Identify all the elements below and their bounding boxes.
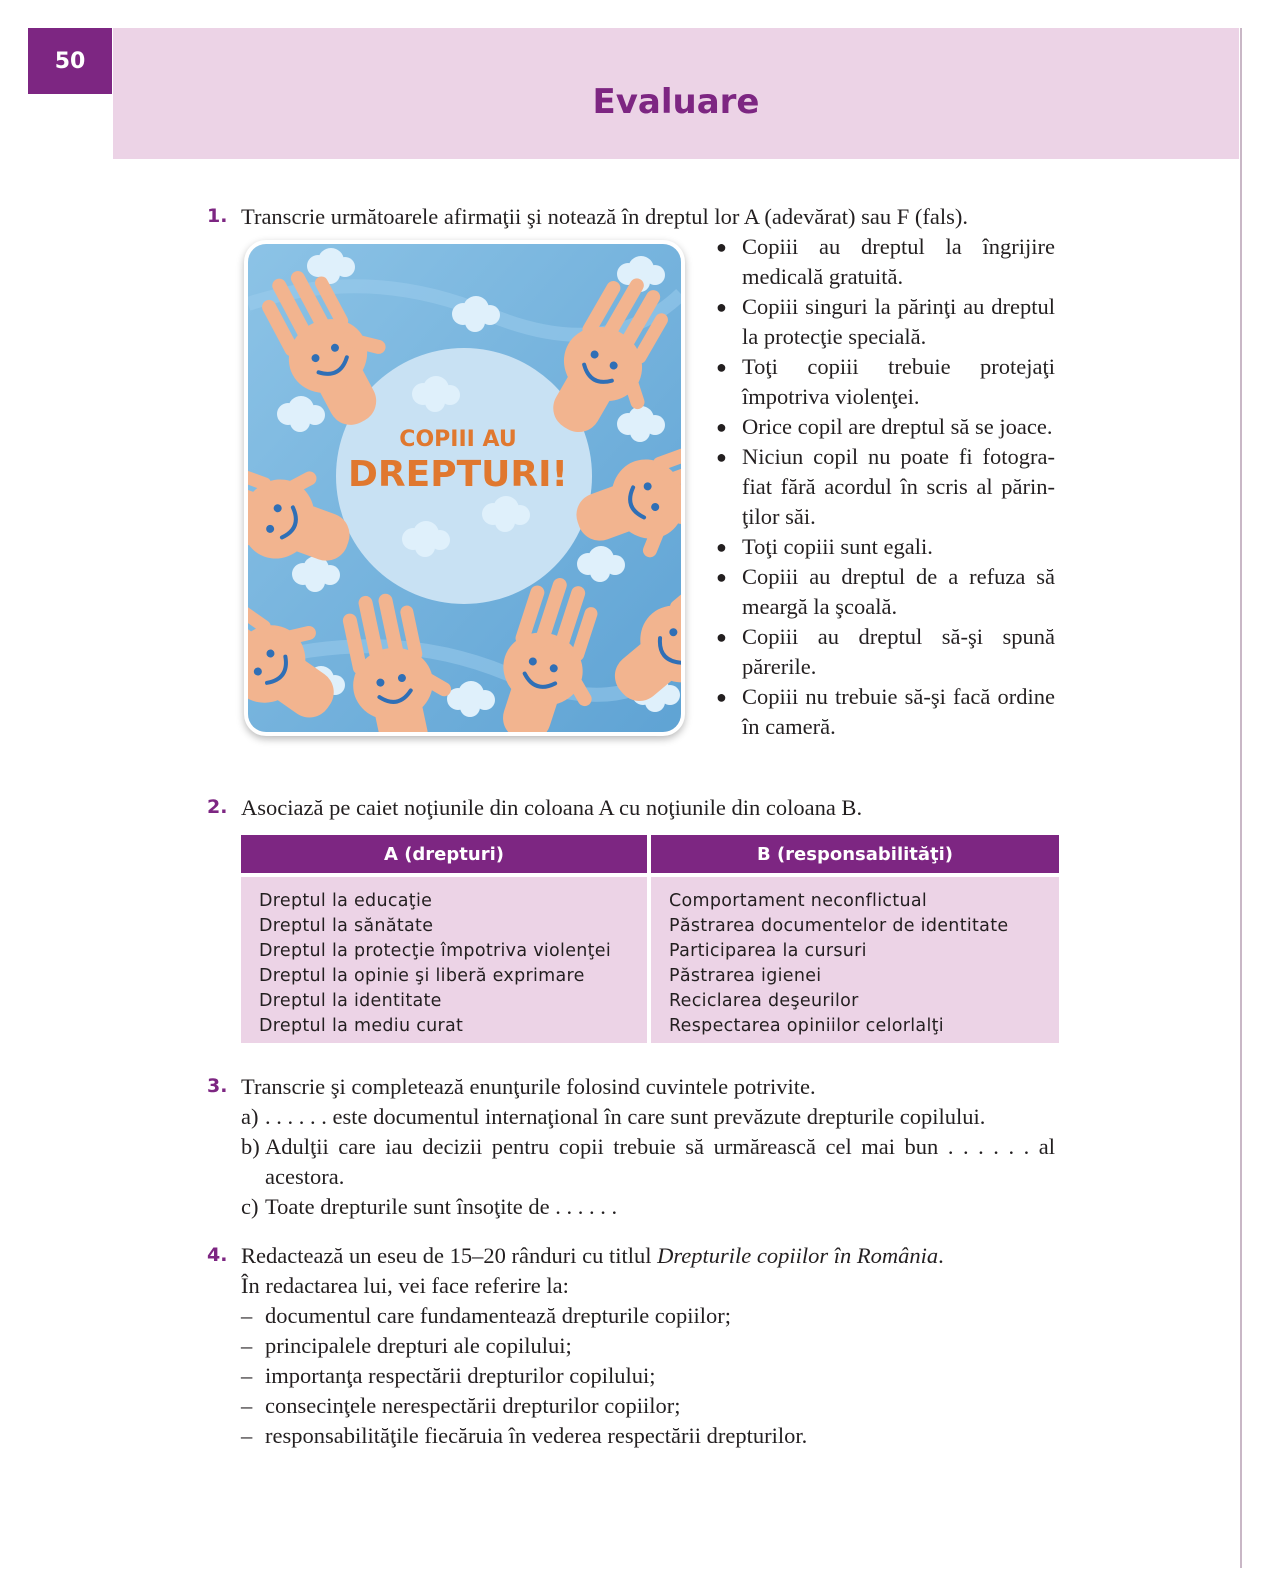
page-edge-rule <box>1240 28 1242 1568</box>
question-2-number: 2. <box>207 796 228 818</box>
list-item: ● Copiii au dreptul la îngrijire medicală gratuită. <box>716 234 1055 289</box>
bullet-icon: ● <box>716 417 727 437</box>
bullet-icon: ● <box>716 627 727 647</box>
table-cell: Dreptul la mediu curat <box>259 1016 464 1036</box>
list-item: ● Orice copil are dreptul să se joace. <box>712 412 1055 442</box>
list-item: ● Copiii au dreptul să-şi spună părerile. <box>716 624 1055 679</box>
question-1-text: Transcrie următoarele afirmaţii şi notează în dreptul lor A (adevărat) sau F (fals). <box>241 204 969 229</box>
list-item: – consecinţele nerespectării drepturilor copiilor; <box>241 1393 681 1418</box>
illustration-caption-line1: COPIII AU <box>399 427 517 452</box>
question-4-text: Redactează un eseu de 15–20 rânduri cu titlul Drepturile copiilor în România. <box>241 1243 944 1268</box>
item-a-text: . . . . . . este documentul internaţional în care sunt prevăzute drepturile copilului. <box>265 1104 986 1129</box>
list-item: – principalele drepturi ale copilului; <box>241 1333 572 1358</box>
bullet-icon: ● <box>716 567 727 587</box>
bullet-icon: ● <box>716 297 727 317</box>
table-cell: Dreptul la protecţie împotriva violenţei <box>259 941 612 961</box>
list-item: ● Copiii au dreptul de a refuza să meargă la şcoală. <box>716 564 1055 619</box>
question-1-number: 1. <box>207 205 228 227</box>
bullet-icon: ● <box>716 357 727 377</box>
bullet-icon: ● <box>716 447 727 467</box>
true-false-statements <box>712 232 1055 742</box>
question-2-text: Asociază pe caiet noţiunile din coloana A cu noţiunile din coloana B. <box>241 795 863 820</box>
list-item: ● Toţi copiii trebuie protejaţi împotriva violenţei. <box>716 354 1055 409</box>
table-cell: Dreptul la educaţie <box>259 891 433 911</box>
list-item: – documentul care fundamentează drepturile copiilor; <box>241 1303 732 1328</box>
illustration-caption-line2: DREPTURI! <box>348 454 568 495</box>
page-title: Evaluare <box>592 82 760 122</box>
table-cell: Păstrarea documentelor de identitate <box>669 916 1009 936</box>
list-item: ● Copiii singuri la părinţi au dreptul la protecţie specială. <box>716 294 1055 349</box>
table-cell: Dreptul la opinie şi liberă exprimare <box>259 966 585 986</box>
list-item: ● Niciun copil nu poate fi fotografiat fără acordul în scris al părinţilor săi. <box>716 444 1055 529</box>
item-b-text: Adulţii care iau decizii pentru copii trebuie să urmărească cel mai bun . . . . . . al acestora. <box>265 1134 1055 1189</box>
list-item: – responsabilităţile fiecăruia în vederea respectării drepturilor. <box>241 1423 808 1448</box>
table-cell: Participarea la cursuri <box>669 941 867 961</box>
table-cell: Reciclarea deşeurilor <box>669 991 859 1011</box>
page-number: 50 <box>28 28 112 94</box>
item-c-label: c) <box>241 1194 259 1219</box>
essay-title: Drepturile copiilor în România <box>657 1243 939 1268</box>
table-cell: Păstrarea igienei <box>669 966 822 986</box>
item-a-label: a) <box>241 1104 259 1129</box>
question-3-number: 3. <box>207 1075 228 1097</box>
list-item: ● Toţi copiii sunt egali. <box>712 532 1055 562</box>
bullet-icon: ● <box>716 537 727 557</box>
question-3-text: Transcrie şi completează enunţurile folosind cuvintele potrivite. <box>241 1074 816 1099</box>
essay-requirements <box>241 1301 807 1451</box>
bullet-icon: ● <box>716 237 727 257</box>
table-cell: Dreptul la sănătate <box>259 916 434 936</box>
table-cell: Respectarea opiniilor celorlalţi <box>669 1016 944 1036</box>
list-item: ● Copiii nu trebuie să-şi facă ordine în cameră. <box>716 684 1055 739</box>
table-cell: Comportament neconflictual <box>669 891 928 911</box>
item-b-label: b) <box>241 1134 260 1159</box>
list-item: – importanţa respectării drepturilor copilului; <box>241 1363 656 1388</box>
question-4-intro: În redactarea lui, vei face referire la: <box>241 1273 569 1298</box>
table-cell: Dreptul la identitate <box>259 991 442 1011</box>
bullet-icon: ● <box>716 687 727 707</box>
column-b-body <box>651 877 1059 1043</box>
column-a-header: A (drepturi) <box>241 835 647 873</box>
item-c-text: Toate drepturile sunt însoţite de . . . . . . <box>265 1194 618 1219</box>
children-rights-illustration <box>248 244 681 732</box>
column-b-header: B (responsabilităţi) <box>651 835 1059 873</box>
column-a-body <box>241 877 647 1043</box>
question-4-number: 4. <box>207 1244 228 1266</box>
